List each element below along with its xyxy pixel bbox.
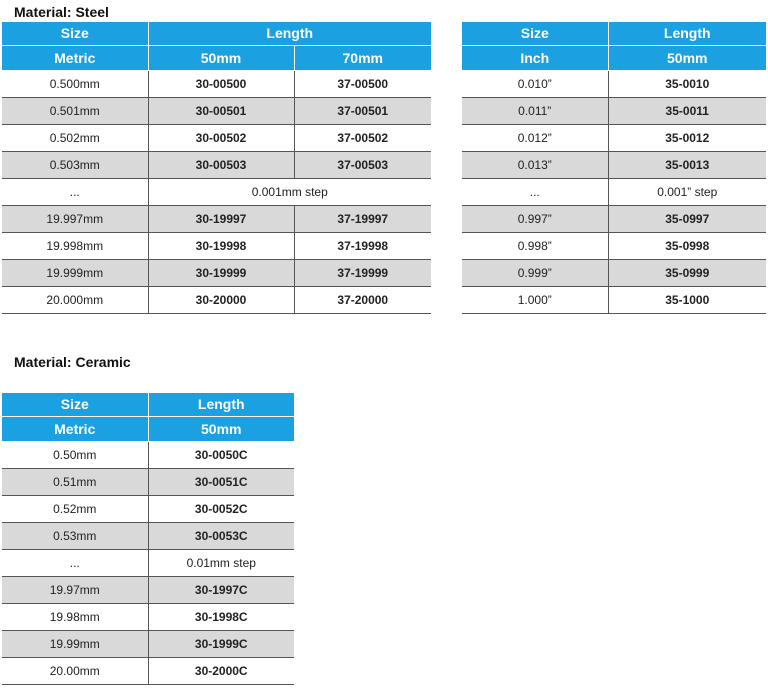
size-cell: 0.503mm: [2, 151, 148, 178]
size-cell: 0.53mm: [2, 522, 148, 549]
size-cell: 0.998”: [462, 232, 608, 259]
ceramic-rows: [2, 441, 294, 684]
part-number-70mm: 37-20000: [294, 286, 431, 313]
part-number-50mm: 35-0013: [608, 151, 766, 178]
size-cell: ...: [462, 178, 608, 205]
size-cell: 0.012”: [462, 124, 608, 151]
table-row: [462, 70, 766, 97]
step-note: 0.001” step: [608, 178, 766, 205]
part-number-50mm: 30-0051C: [148, 468, 294, 495]
part-number-50mm: 30-0050C: [148, 441, 294, 468]
length-header: Length: [148, 393, 294, 416]
table-row: [462, 259, 766, 286]
table-row: [462, 205, 766, 232]
table-row: [2, 286, 431, 313]
part-number-50mm: 35-1000: [608, 286, 766, 313]
part-number-50mm: 30-2000C: [148, 657, 294, 684]
steel-heading: Material: Steel: [14, 4, 109, 20]
part-number-50mm: 35-0999: [608, 259, 766, 286]
table-row: [462, 178, 766, 205]
part-number-50mm: 30-1998C: [148, 603, 294, 630]
table-row: [462, 151, 766, 178]
size-cell: 0.999”: [462, 259, 608, 286]
length-50mm-header: 50mm: [148, 45, 294, 70]
size-cell: 19.999mm: [2, 259, 148, 286]
size-cell: 0.013”: [462, 151, 608, 178]
steel-metric-table: [2, 22, 431, 314]
part-number-50mm: 30-20000: [148, 286, 294, 313]
part-number-50mm: 35-0011: [608, 97, 766, 124]
table-row: [2, 232, 431, 259]
table-row: [2, 630, 294, 657]
table-row: [462, 97, 766, 124]
metric-header: Metric: [2, 416, 148, 441]
part-number-50mm: 30-00502: [148, 124, 294, 151]
table-row: [2, 657, 294, 684]
part-number-50mm: 30-19999: [148, 259, 294, 286]
size-cell: 19.98mm: [2, 603, 148, 630]
size-cell: 0.010”: [462, 70, 608, 97]
part-number-70mm: 37-00500: [294, 70, 431, 97]
part-number-50mm: 30-0052C: [148, 495, 294, 522]
size-cell: 19.998mm: [2, 232, 148, 259]
part-number-50mm: 30-0053C: [148, 522, 294, 549]
part-number-70mm: 37-00501: [294, 97, 431, 124]
size-header: Size: [462, 22, 608, 45]
table-row: [2, 495, 294, 522]
table-row: [462, 232, 766, 259]
table-row: [2, 151, 431, 178]
part-number-70mm: 37-00503: [294, 151, 431, 178]
table-row: [2, 522, 294, 549]
steel-inch-table: [462, 22, 766, 314]
size-cell: 0.011”: [462, 97, 608, 124]
metric-header: Metric: [2, 45, 148, 70]
part-number-50mm: 35-0010: [608, 70, 766, 97]
size-header: Size: [2, 393, 148, 416]
size-cell: 0.52mm: [2, 495, 148, 522]
size-cell: 0.997”: [462, 205, 608, 232]
size-cell: 20.000mm: [2, 286, 148, 313]
part-number-50mm: 30-1997C: [148, 576, 294, 603]
size-cell: ...: [2, 178, 148, 205]
table-row: [2, 603, 294, 630]
size-cell: 0.500mm: [2, 70, 148, 97]
table-row: [462, 286, 766, 313]
part-number-50mm: 35-0012: [608, 124, 766, 151]
ceramic-heading: Material: Ceramic: [14, 354, 131, 370]
table-row: [2, 468, 294, 495]
size-cell: 19.97mm: [2, 576, 148, 603]
ceramic-table: [2, 393, 294, 685]
table-row: [2, 205, 431, 232]
size-cell: ...: [2, 549, 148, 576]
length-50mm-header: 50mm: [608, 45, 766, 70]
table-row: [2, 97, 431, 124]
size-cell: 0.51mm: [2, 468, 148, 495]
part-number-50mm: 30-00503: [148, 151, 294, 178]
part-number-50mm: 35-0997: [608, 205, 766, 232]
size-cell: 0.50mm: [2, 441, 148, 468]
inch-header: Inch: [462, 45, 608, 70]
size-header: Size: [2, 22, 148, 45]
step-note: 0.001mm step: [148, 178, 431, 205]
table-row: [462, 124, 766, 151]
size-cell: 0.502mm: [2, 124, 148, 151]
size-cell: 1.000”: [462, 286, 608, 313]
part-number-50mm: 30-19998: [148, 232, 294, 259]
table-row: [2, 178, 431, 205]
part-number-70mm: 37-19998: [294, 232, 431, 259]
table-row: [2, 259, 431, 286]
table-row: [2, 441, 294, 468]
part-number-50mm: 35-0998: [608, 232, 766, 259]
table-row: [2, 549, 294, 576]
table-row: [2, 124, 431, 151]
part-number-70mm: 37-19997: [294, 205, 431, 232]
part-number-50mm: 30-00500: [148, 70, 294, 97]
length-50mm-header: 50mm: [148, 416, 294, 441]
size-cell: 20.00mm: [2, 657, 148, 684]
part-number-50mm: 30-00501: [148, 97, 294, 124]
table-row: [2, 70, 431, 97]
part-number-50mm: 30-1999C: [148, 630, 294, 657]
size-cell: 19.99mm: [2, 630, 148, 657]
part-number-50mm: 30-19997: [148, 205, 294, 232]
size-cell: 19.997mm: [2, 205, 148, 232]
length-70mm-header: 70mm: [294, 45, 431, 70]
part-number-70mm: 37-19999: [294, 259, 431, 286]
length-header: Length: [608, 22, 766, 45]
steel-inch-rows: [462, 70, 766, 313]
steel-metric-rows: [2, 70, 431, 313]
length-header: Length: [148, 22, 431, 45]
table-row: [2, 576, 294, 603]
part-number-70mm: 37-00502: [294, 124, 431, 151]
step-note: 0.01mm step: [148, 549, 294, 576]
size-cell: 0.501mm: [2, 97, 148, 124]
